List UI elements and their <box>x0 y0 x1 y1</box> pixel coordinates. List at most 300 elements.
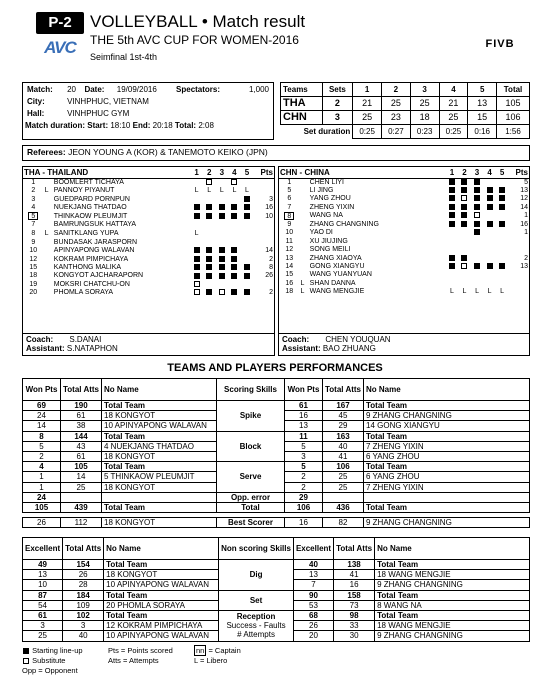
col-header: No Name <box>375 538 530 560</box>
starting-square-icon <box>461 179 467 185</box>
assistant-label: Assistant: <box>26 344 65 354</box>
set-participation <box>228 239 241 247</box>
libero-mark: L <box>44 186 49 194</box>
player-points: 13 <box>520 262 528 270</box>
legend-atts: Atts = Attempts <box>108 656 159 665</box>
player-name: LI JING <box>309 186 334 194</box>
performances-title: TEAMS AND PLAYERS PERFORMANCES <box>167 362 383 374</box>
set-participation <box>458 280 471 288</box>
starting-square-icon <box>449 221 455 227</box>
set-participation <box>241 255 254 263</box>
starting-square-icon <box>487 221 493 227</box>
player-number-text: 11 <box>285 237 293 245</box>
libero-mark <box>44 212 53 221</box>
set-participation <box>228 204 241 212</box>
coach-name: S.DANAI <box>69 335 102 344</box>
starting-square-icon <box>194 273 200 279</box>
skill-name: Reception <box>236 611 276 621</box>
set-participation <box>446 195 459 203</box>
event-name: THE 5th AVC CUP FOR WOMEN-2016 <box>90 33 299 47</box>
set-participation <box>241 230 254 239</box>
player-number-text: 3 <box>31 195 36 203</box>
set-participation <box>471 203 484 211</box>
player-number <box>23 204 44 212</box>
starting-square-icon <box>244 213 250 219</box>
perf-cell: 13 <box>293 570 333 580</box>
perf-cell: 9 ZHANG CHANGNING <box>375 631 530 641</box>
empty-square-icon <box>23 658 29 664</box>
set-col-header: 3 <box>216 167 229 178</box>
end-label: End: <box>132 121 151 130</box>
set-col-header: 4 <box>228 167 241 178</box>
set-duration: 0:23 <box>410 125 439 139</box>
starting-square-icon <box>206 247 212 253</box>
libero-mark <box>44 289 53 297</box>
set-participation <box>190 281 203 289</box>
player-number <box>23 289 44 297</box>
starting-square-icon <box>244 204 250 210</box>
set-participation <box>228 272 241 280</box>
set-col-header: 4 <box>483 167 496 178</box>
total-time: 2:08 <box>198 121 214 130</box>
set-participation <box>228 230 241 239</box>
set-participation <box>446 203 459 211</box>
set-participation <box>190 247 203 255</box>
player-number <box>23 239 44 247</box>
perf-cell: 439 <box>61 502 102 512</box>
legend <box>22 647 530 677</box>
total-header: Total <box>497 83 530 97</box>
set-duration: 0:27 <box>382 125 411 139</box>
roster-tha <box>22 166 275 356</box>
set-col-header: 1 <box>446 167 459 178</box>
set-participation <box>483 254 496 262</box>
hall-label: Hall: <box>27 109 45 119</box>
perf-cell: 40 <box>323 441 364 451</box>
perf-row <box>23 610 530 620</box>
col-header: Total Atts <box>323 379 364 401</box>
player-points: 10 <box>265 212 273 220</box>
player-row <box>279 288 529 297</box>
perf-cell: 8 WANG NA <box>375 600 530 610</box>
player-name: PHOMLA SORAYA <box>53 289 114 297</box>
set-participation <box>458 212 471 221</box>
player-row <box>279 195 529 203</box>
perf-cell: 4 <box>23 462 61 472</box>
player-row <box>23 195 274 203</box>
perf-cell: Total Team <box>364 401 530 411</box>
set-participation <box>190 187 203 196</box>
perf-cell: Total Team <box>104 560 219 570</box>
set-number-header: 5 <box>468 83 497 97</box>
skill-cell <box>217 462 285 493</box>
player-number-text: 10 <box>29 247 38 255</box>
libero-mark <box>44 239 53 247</box>
starting-square-icon <box>219 264 225 270</box>
perf-cell: 14 <box>23 421 61 431</box>
player-number <box>279 263 300 271</box>
skill-subtitle: Success - Faults <box>226 621 286 631</box>
total-points: 105 <box>497 97 530 111</box>
starting-square-icon <box>461 212 467 218</box>
best-cell: 9 ZHANG CHANGNING <box>364 518 530 528</box>
col-header: Won Pts <box>285 379 323 401</box>
perf-cell: 158 <box>334 590 375 600</box>
best-scorer-row <box>23 518 530 528</box>
player-name: WANG YUANYUAN <box>309 271 372 279</box>
set-participation <box>458 187 471 195</box>
set-participation <box>203 221 216 229</box>
best-cell: 26 <box>23 518 61 528</box>
perf-cell <box>323 492 364 502</box>
set-participation <box>446 288 459 297</box>
perf-cell: 18 KONGYOT <box>104 570 219 580</box>
set-col-header: 5 <box>241 167 254 178</box>
player-points: 2 <box>269 289 273 297</box>
player-number-text: 8 <box>31 230 36 238</box>
player-number-text: 5 <box>287 186 292 194</box>
player-number-text: 18 <box>29 272 38 280</box>
set-participation <box>228 247 241 255</box>
player-number <box>279 178 300 187</box>
set-participation <box>446 229 459 237</box>
starting-square-icon <box>487 263 493 269</box>
referees-label: Referees: <box>27 147 66 157</box>
set-participation <box>458 178 471 187</box>
set-duration-label: Set duration <box>281 125 353 139</box>
set-participation <box>216 187 229 196</box>
perf-cell: 18 WANG MENGJIE <box>375 621 530 631</box>
libero-set-mark: L <box>194 229 199 237</box>
perf-cell: 61 <box>61 451 102 461</box>
perf-cell: 5 <box>285 441 323 451</box>
set-participation <box>483 221 496 229</box>
player-name: XU JIUJING <box>309 237 348 245</box>
perf-cell: 7 ZHENG YIXIN <box>364 482 530 492</box>
libero-mark <box>300 221 309 229</box>
col-header: Total Atts <box>63 538 104 560</box>
player-points: 1 <box>524 212 528 220</box>
set-participation <box>483 203 496 211</box>
perf-cell <box>102 492 217 502</box>
col-header: Excellent <box>293 538 333 560</box>
libero-set-mark: L <box>219 186 224 194</box>
set-participation <box>203 272 216 280</box>
perf-row <box>23 560 530 570</box>
perf-cell: 154 <box>63 560 104 570</box>
player-number <box>279 288 300 297</box>
player-points <box>253 221 274 229</box>
perf-cell: 14 <box>61 472 102 482</box>
skill-cell <box>219 560 294 591</box>
player-name: BUNDASAK JARASPORN <box>53 238 138 246</box>
spectators-count: 1,000 <box>248 85 269 95</box>
perf-cell: 14 GONG XIANGYU <box>364 421 530 431</box>
player-name: PANNOY PIYANUT <box>53 186 115 194</box>
starting-square-icon <box>231 213 237 219</box>
perf-cell: 105 <box>61 462 102 472</box>
perf-cell: 25 <box>323 482 364 492</box>
perf-cell: 10 APINYAPONG WALAVAN <box>104 631 219 641</box>
player-name: KOKRAM PIMPICHAYA <box>53 255 129 263</box>
perf-cell: 28 <box>63 580 104 590</box>
perf-cell: 41 <box>323 451 364 461</box>
perf-cell: 41 <box>334 570 375 580</box>
set-participation <box>228 255 241 263</box>
set-participation <box>203 239 216 247</box>
starting-square-icon <box>499 204 505 210</box>
sets-won: 3 <box>322 111 353 125</box>
perf-cell: 5 <box>23 441 61 451</box>
perf-cell: Total Team <box>375 560 530 570</box>
set-participation <box>471 195 484 203</box>
set-col-header: 2 <box>458 167 471 178</box>
set-participation <box>496 280 509 288</box>
libero-mark <box>300 229 309 237</box>
set-participation <box>203 212 216 221</box>
perf-row <box>23 462 530 472</box>
player-name: SANITKLANG YUPA <box>53 230 119 238</box>
set-participation <box>446 212 459 221</box>
player-name: WANG MENGJIE <box>309 288 365 296</box>
spectators-label: Spectators: <box>176 85 221 95</box>
set-number-header: 3 <box>410 83 439 97</box>
filled-square-icon <box>23 648 29 654</box>
set-participation <box>203 264 216 272</box>
player-row <box>279 246 529 254</box>
perf-cell <box>364 492 530 502</box>
set-col-header: 1 <box>190 167 203 178</box>
perf-cell: 90 <box>293 590 333 600</box>
starting-square-icon <box>206 256 212 262</box>
starting-square-icon <box>499 263 505 269</box>
libero-mark <box>300 271 309 279</box>
perf-cell: 144 <box>61 431 102 441</box>
starting-square-icon <box>219 247 225 253</box>
perf-cell: 61 <box>23 610 63 620</box>
legend-captain <box>194 647 241 656</box>
set-participation <box>471 288 484 297</box>
perf-cell: 25 <box>61 482 102 492</box>
set-participation <box>496 254 509 262</box>
coach-row <box>26 335 271 344</box>
set-participation <box>203 204 216 212</box>
date-label: Date: <box>84 85 105 95</box>
player-number <box>23 264 44 272</box>
sets-header: Sets <box>322 83 353 97</box>
perf-cell: 13 <box>285 421 323 431</box>
perf-cell: 10 <box>23 580 63 590</box>
set-participation <box>216 281 229 289</box>
perf-cell: Total Team <box>102 462 217 472</box>
set-participation <box>216 255 229 263</box>
perf-cell: 9 ZHANG CHANGNING <box>375 580 530 590</box>
starting-square-icon <box>474 179 480 185</box>
perf-cell: 184 <box>63 590 104 600</box>
starting-square-icon <box>194 204 200 210</box>
player-name: WANG NA <box>309 212 343 220</box>
perf-cell: 40 <box>63 631 104 641</box>
perf-cell: 4 NUEKJANG THATDAO <box>102 441 217 451</box>
set-participation <box>446 254 459 262</box>
city-label: City: <box>27 97 45 107</box>
set-participation <box>471 178 484 187</box>
perf-cell: 10 APINYAPONG WALAVAN <box>102 421 217 431</box>
substitute-square-icon <box>194 281 200 287</box>
player-row <box>279 280 529 288</box>
libero-mark <box>300 238 309 246</box>
player-number-text: 20 <box>29 289 38 297</box>
set-participation <box>446 187 459 195</box>
coach-label: Coach: <box>26 335 54 344</box>
player-points: 2 <box>269 255 273 263</box>
perf-cell: 87 <box>23 590 63 600</box>
libero-set-mark: L <box>487 287 492 295</box>
starting-square-icon <box>449 195 455 201</box>
perf-cell: 102 <box>63 610 104 620</box>
starting-square-icon <box>474 229 480 235</box>
set-participation <box>241 264 254 272</box>
set-participation <box>483 238 496 246</box>
starting-square-icon <box>206 204 212 210</box>
perf-row <box>23 431 530 441</box>
set-participation <box>216 289 229 297</box>
set-participation <box>241 247 254 255</box>
perf-cell: 1 <box>23 482 61 492</box>
substitute-square-icon <box>219 289 225 295</box>
set-participation <box>446 246 459 254</box>
starting-square-icon <box>206 289 212 295</box>
starting-square-icon <box>206 264 212 270</box>
set-participation <box>496 229 509 237</box>
set-participation <box>496 195 509 203</box>
skill-name: Dig <box>249 570 263 580</box>
player-number-text: 15 <box>29 263 38 271</box>
player-number <box>279 212 300 221</box>
set-duration: 0:25 <box>353 125 382 139</box>
captain-box: 5 <box>28 212 38 220</box>
set-participation <box>446 263 459 271</box>
set-participation <box>471 238 484 246</box>
perf-cell: Total Team <box>375 590 530 600</box>
player-number <box>23 178 44 187</box>
coach-name: CHEN YOUQUAN <box>325 335 391 344</box>
set-participation <box>241 212 254 221</box>
perf-cell: 3 <box>285 451 323 461</box>
player-number-text: 13 <box>285 254 294 262</box>
player-number-text: 4 <box>31 204 36 212</box>
set-participation <box>228 264 241 272</box>
set-col-header: 3 <box>471 167 484 178</box>
set-participation <box>203 178 216 187</box>
libero-mark <box>300 195 309 203</box>
set-participation <box>241 178 254 187</box>
roster-chn <box>278 166 530 356</box>
set-participation <box>190 272 203 280</box>
skill-cell <box>219 590 294 610</box>
substitute-square-icon <box>231 179 237 185</box>
set-participation <box>190 178 203 187</box>
set-points: 25 <box>353 111 382 125</box>
starting-square-icon <box>194 247 200 253</box>
set-points: 25 <box>410 97 439 111</box>
player-row <box>23 264 274 272</box>
player-row <box>279 187 529 195</box>
player-points: 14 <box>520 203 528 211</box>
player-name: NUEKJANG THATDAO <box>53 204 127 212</box>
starting-square-icon <box>219 204 225 210</box>
set-participation <box>483 271 496 279</box>
set-participation <box>228 281 241 289</box>
set-duration: 0:25 <box>439 125 468 139</box>
player-number-text: 14 <box>285 262 294 270</box>
set-participation <box>458 203 471 211</box>
player-number-text: 1 <box>287 178 292 186</box>
set-participation <box>203 187 216 196</box>
player-number-text: 2 <box>31 186 36 194</box>
player-points <box>253 281 274 289</box>
perf-cell: 6 YANG ZHOU <box>364 451 530 461</box>
perf-cell: 61 <box>285 401 323 411</box>
set-participation <box>471 280 484 288</box>
substitute-square-icon <box>461 263 467 269</box>
coach-label: Coach: <box>282 335 310 344</box>
set-participation <box>190 239 203 247</box>
perf-cell: 61 <box>61 411 102 421</box>
starting-square-icon <box>474 195 480 201</box>
col-header: Non scoring Skills <box>219 538 294 560</box>
player-name: SONG MEILI <box>309 246 351 254</box>
perf-cell: 10 APINYAPONG WALAVAN <box>104 580 219 590</box>
player-points <box>508 280 529 288</box>
player-points: 16 <box>520 220 528 228</box>
perf-cell: 5 <box>285 462 323 472</box>
perf-cell: Total Team <box>375 610 530 620</box>
player-number <box>279 195 300 203</box>
starting-square-icon <box>244 264 250 270</box>
legend-pts: Pts = Points scored <box>108 646 173 655</box>
player-name: ZHANG XIAOYA <box>309 254 362 262</box>
player-number <box>279 254 300 262</box>
perf-cell: 29 <box>285 492 323 502</box>
player-number-text: 18 <box>285 288 294 296</box>
set-participation <box>471 187 484 195</box>
perf-cell: Total Team <box>104 590 219 600</box>
set-participation <box>203 255 216 263</box>
libero-mark <box>300 263 309 271</box>
col-header: Won Pts <box>23 379 61 401</box>
starting-square-icon <box>487 204 493 210</box>
set-number-header: 2 <box>382 83 411 97</box>
match-number: 20 <box>67 85 76 95</box>
set-participation <box>190 255 203 263</box>
player-points: 12 <box>520 195 528 203</box>
player-row <box>279 271 529 279</box>
perf-cell: 16 <box>334 580 375 590</box>
starting-square-icon <box>474 187 480 193</box>
player-row <box>23 178 274 187</box>
set-participation <box>471 271 484 279</box>
player-row <box>279 203 529 211</box>
perf-cell: 106 <box>323 462 364 472</box>
starting-square-icon <box>206 273 212 279</box>
duration-total: 1:56 <box>497 125 530 139</box>
set-participation <box>203 195 216 203</box>
skill-cell <box>219 610 294 641</box>
player-points: 14 <box>265 247 273 255</box>
libero-mark <box>300 203 309 211</box>
scoring-performance <box>22 378 530 528</box>
